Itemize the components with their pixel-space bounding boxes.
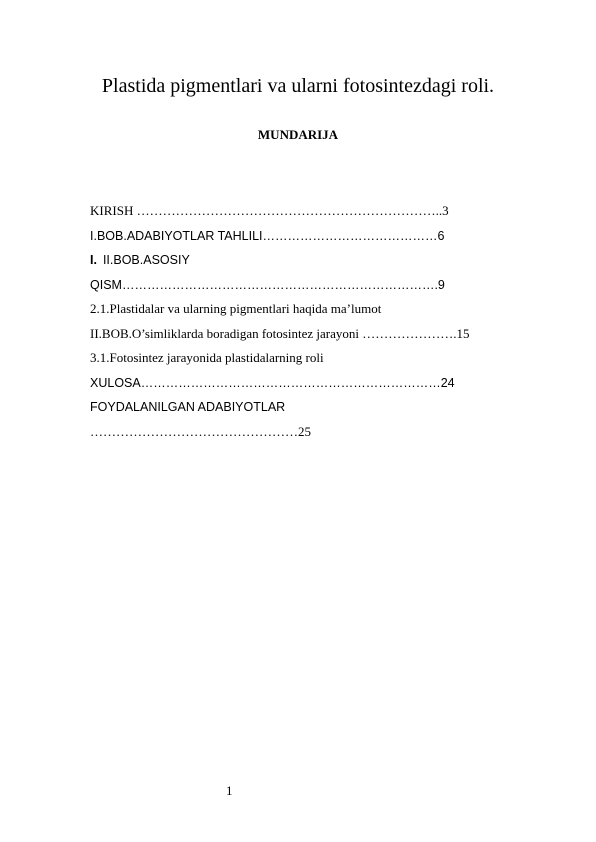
toc-entry-foydalanilgan-dots: …………………………………………25 bbox=[90, 423, 311, 439]
toc-entry-foydalanilgan: FOYDALANILGAN ADABIYOTLAR bbox=[90, 400, 286, 414]
toc-entry-bob2-sub: II.BOB.O’simliklarda boradigan fotosintez jarayoni ………………….15 bbox=[90, 325, 470, 341]
toc-entry-sec21: 2.1.Plastidalar va ularning pigmentlari haqida ma’lumot bbox=[90, 301, 382, 316]
toc-entry-bob2-title: II.BOB.ASOSIY bbox=[102, 253, 190, 267]
toc-entry-bob2 bbox=[90, 248, 520, 273]
toc-heading: MUNDARIJA bbox=[257, 127, 339, 142]
toc-entry-sec31: 3.1.Fotosintez jarayonida plastidalarning roli bbox=[90, 350, 324, 365]
toc-entry-bob2-number: I. bbox=[90, 253, 97, 267]
table-of-contents bbox=[90, 199, 520, 444]
page-number: 1 bbox=[226, 783, 233, 798]
document-title: Plastida pigmentlari va ularni fotosintezdagi roli. bbox=[101, 75, 495, 97]
toc-entry-kirish: KIRISH ……………………………………………………………..3 bbox=[90, 203, 449, 218]
toc-entry-bob1: I.BOB.ADABIYOTLAR TAHLILI……………………………………6 bbox=[90, 228, 445, 243]
toc-entry-xulosa: XULOSA………………………………………………………………24 bbox=[90, 375, 455, 390]
toc-entry-qism: QISM………………………………………………………………….9 bbox=[90, 277, 445, 292]
